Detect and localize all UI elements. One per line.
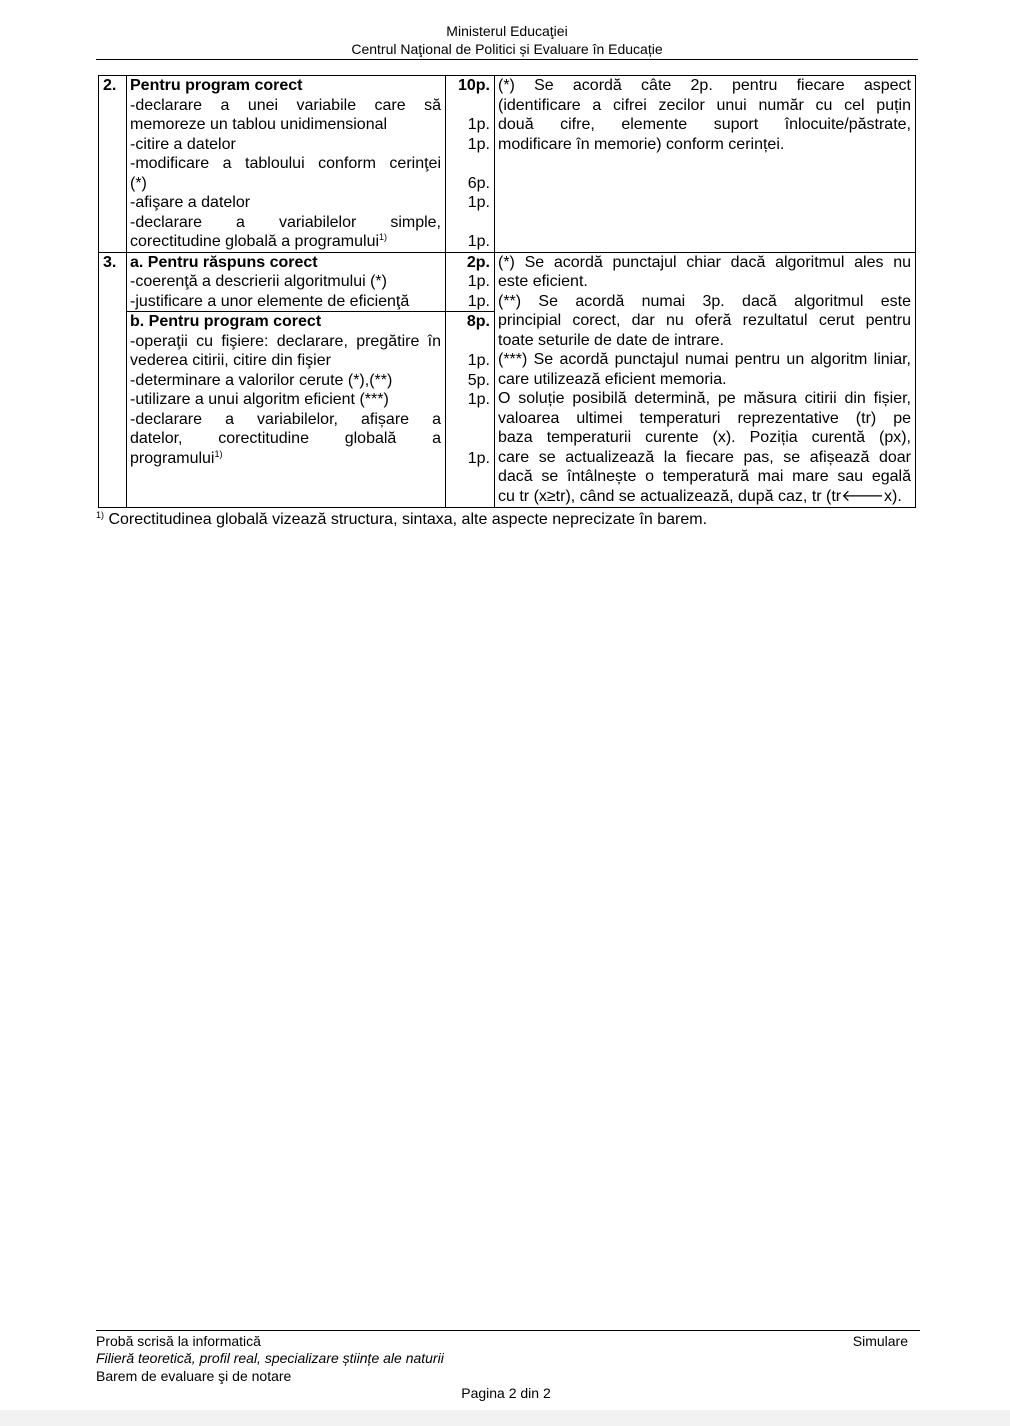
table-footnote — [96, 510, 916, 529]
footnote-ref: 1) — [214, 448, 223, 459]
points-value: 5p. — [467, 371, 490, 389]
criteria-heading: b. Pentru program corect — [130, 313, 322, 330]
footer-doc-type: Barem de evaluare şi de notare — [96, 1368, 292, 1384]
note-line: modificare în memorie) conform cerinței. — [498, 135, 785, 153]
points-value: 1p. — [467, 116, 490, 133]
criteria-line: -citire a datelor — [130, 135, 236, 153]
note-line: principial corect, dar nu oferă rezultatul cerut pentru — [498, 312, 911, 329]
note-line: (***) Se acordă punctajul numai pentru un algoritm liniar, — [498, 351, 911, 368]
note-line: (identificare a cifrei zecilor unui număr cu cel puțin — [498, 96, 911, 114]
criteria-line: -operaţii cu fişiere: declarare, pregătire în — [130, 332, 441, 350]
table-row-item-2 — [99, 76, 915, 252]
note-line: cu tr (x≥tr), când se actualizează, după caz, tr (tr🡐x). — [498, 487, 902, 505]
footer-exam-title: Probă scrisă la informatică — [96, 1333, 261, 1349]
criteria-line-text: programului — [130, 449, 215, 467]
points-value: 1p. — [467, 449, 490, 467]
points-value — [446, 213, 490, 233]
points-cell — [446, 312, 495, 507]
criteria-line: datelor, corectitudine globală a — [130, 430, 441, 447]
criteria-cell — [127, 312, 446, 507]
page-header — [96, 22, 918, 58]
notes-cell — [495, 253, 915, 508]
criteria-line-text: corectitudine globală a programului — [130, 233, 380, 250]
points-total: 8p. — [466, 313, 490, 330]
footer-track: Filieră teoretică, profil real, specializare științe ale naturii — [96, 1350, 444, 1366]
points-value: 1p. — [467, 273, 490, 290]
note-line: este eficient. — [498, 273, 588, 290]
points-value: 1p. — [467, 391, 490, 408]
points-total: 2p. — [466, 253, 490, 271]
criteria-line: -afişare a datelor — [130, 194, 251, 211]
criteria-cell — [127, 76, 446, 252]
page-number: Pagina 2 din 2 — [461, 1385, 551, 1401]
criteria-heading: Pentru program corect — [130, 77, 303, 94]
item-number: 2. — [99, 76, 127, 252]
part-a — [127, 253, 495, 312]
points-value — [446, 410, 490, 430]
criteria-cell — [127, 253, 446, 312]
points-value — [446, 154, 490, 174]
criteria-line: -justificare a unor elemente de eficienţă — [130, 292, 410, 310]
note-line: (*) Se acordă câte 2p. pentru fiecare aspect — [498, 77, 911, 94]
criteria-line: -declarare a variabilelor, afișare a — [130, 410, 441, 428]
note-line: (*) Se acordă punctajul chiar dacă algoritmul ales nu — [498, 253, 911, 271]
criteria-line: (*) — [130, 174, 147, 192]
criteria-line: -modificare a tabloului conform cerinţei — [130, 155, 441, 172]
points-total: 10p. — [457, 77, 490, 94]
header-center: Centrul Naţional de Politici și Evaluare în Educație — [351, 41, 663, 57]
note-line: (**) Se acordă numai 3p. dacă algoritmul este — [498, 292, 911, 310]
points-value: 1p. — [467, 233, 490, 250]
criteria-line: memoreze un tablou unidimensional — [130, 116, 388, 133]
points-value: 1p. — [467, 352, 490, 369]
note-line: dacă se întâlnește o temperatură mai mare sau egală — [498, 468, 911, 485]
points-value: 1p. — [467, 135, 490, 153]
criteria-line: -declarare a variabilelor simple, — [130, 213, 441, 231]
notes-cell — [495, 76, 915, 252]
criteria-line: vederea citirii, citire din fişier — [130, 352, 331, 369]
footnote-marker: 1) — [96, 510, 105, 520]
points-value — [446, 332, 490, 352]
footnote-ref: 1) — [379, 232, 388, 242]
criteria-line — [130, 232, 441, 252]
points-cell — [446, 76, 495, 252]
criteria-line: -utilizare a unui algoritm eficient (***) — [130, 391, 389, 408]
note-line: valoarea ultimei temperaturi reprezentative (tr) pe — [498, 409, 911, 427]
points-value: 1p. — [467, 292, 490, 310]
criteria-heading: a. Pentru răspuns corect — [130, 253, 318, 271]
points-value — [446, 429, 490, 449]
note-line: O soluție posibilă determină, pe măsura citirii din fișier, — [498, 390, 911, 407]
part-b — [127, 311, 495, 507]
note-line: baza temperaturii curente (x). Poziția curentă (px), — [498, 429, 911, 446]
note-line: două cifre, elemente suport înlocuite/păstrate, — [498, 116, 911, 133]
note-line: toate seturile de date de intrare. — [498, 331, 724, 349]
footnote-text: Corectitudinea globală vizează structura, sintaxa, alte aspecte neprecizate în barem. — [104, 511, 708, 528]
points-cell — [446, 253, 495, 312]
header-ministry: Ministerul Educaţiei — [446, 23, 568, 39]
note-line: care utilizează eficient memoria. — [498, 370, 727, 388]
criteria-line: -coerenţă a descrierii algoritmului (*) — [130, 273, 387, 290]
points-value: 6p. — [467, 174, 490, 192]
note-line: care se actualizează la fiecare pas, se afișează doar — [498, 448, 911, 466]
footer-rule — [96, 1330, 920, 1331]
criteria-line: -declarare a unei variabile care să — [130, 96, 441, 114]
points-value: 1p. — [467, 194, 490, 211]
criteria-line: -determinare a valorilor cerute (*),(**) — [130, 371, 393, 389]
points-value — [446, 96, 490, 116]
table-row-item-3 — [99, 252, 915, 508]
grading-table — [98, 75, 916, 508]
header-rule — [96, 59, 918, 60]
criteria-line — [130, 449, 441, 469]
footer-session: Simulare — [852, 1333, 908, 1349]
item-number: 3. — [99, 253, 127, 508]
